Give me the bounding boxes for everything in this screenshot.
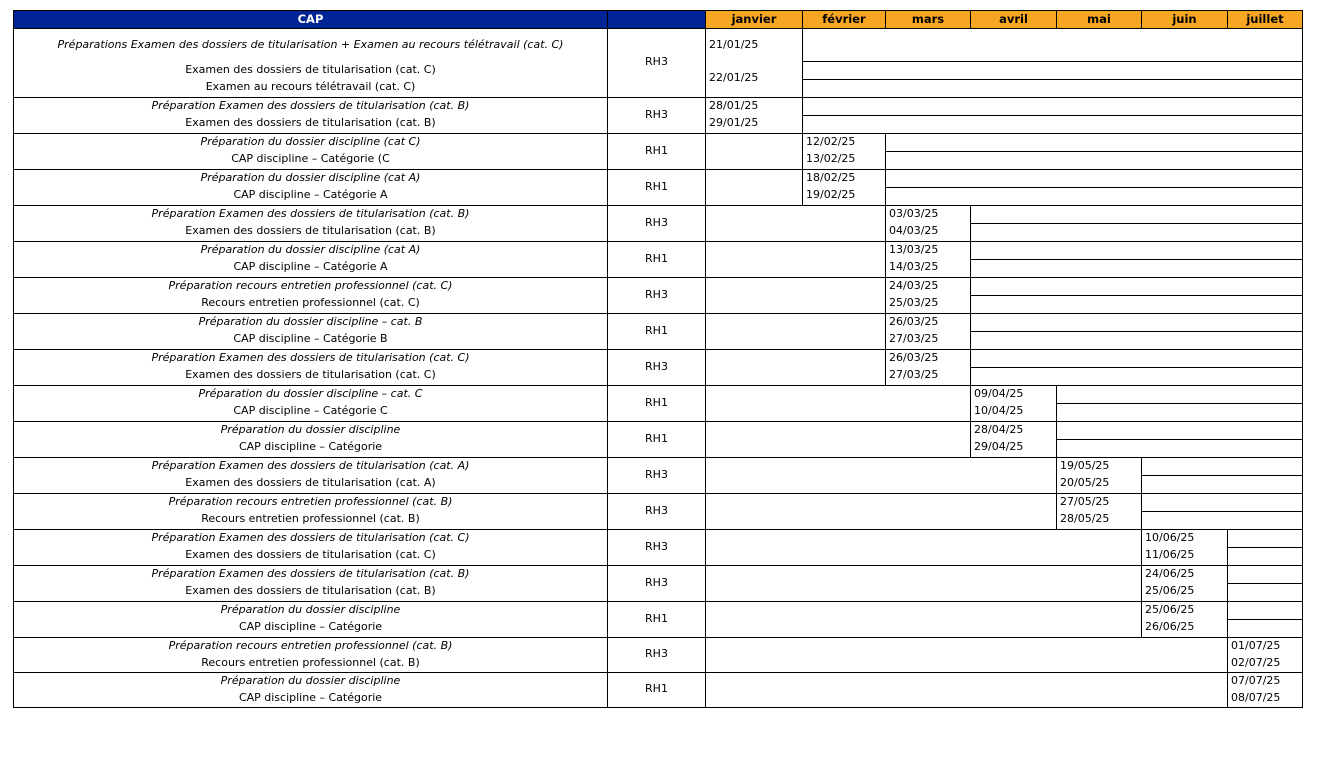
meeting-label: CAP discipline – Catégorie xyxy=(14,439,608,457)
preparation-label: Préparations Examen des dossiers de titularisation + Examen au recours télétravail (cat. C) xyxy=(14,29,608,62)
empty-cell xyxy=(706,259,886,277)
table-header xyxy=(14,11,1303,29)
date-cell: 26/03/25 xyxy=(886,313,971,331)
empty-cell xyxy=(706,133,803,151)
empty-cell xyxy=(1228,583,1303,601)
meeting-label: Examen des dossiers de titularisation (cat. B) xyxy=(14,583,608,601)
date-cell: 01/07/25 xyxy=(1228,637,1303,655)
month-header: janvier xyxy=(706,11,803,29)
empty-cell xyxy=(706,493,1057,511)
empty-cell xyxy=(1228,529,1303,547)
service-code: RH3 xyxy=(608,457,706,493)
empty-cell xyxy=(706,349,886,367)
service-code: RH1 xyxy=(608,241,706,277)
empty-cell xyxy=(706,690,1228,708)
date-cell: 24/03/25 xyxy=(886,277,971,295)
preparation-label: Préparation recours entretien professionnel (cat. C) xyxy=(14,277,608,295)
date-cell: 20/05/25 xyxy=(1057,475,1142,493)
date-cell: 25/03/25 xyxy=(886,295,971,313)
empty-cell xyxy=(971,313,1303,331)
date-cell: 11/06/25 xyxy=(1142,547,1228,565)
service-code: RH3 xyxy=(608,565,706,601)
schedule-row xyxy=(14,97,1303,115)
empty-cell xyxy=(971,295,1303,313)
date-cell: 25/06/25 xyxy=(1142,583,1228,601)
empty-cell xyxy=(886,151,1303,169)
meeting-label: CAP discipline – Catégorie B xyxy=(14,331,608,349)
preparation-label: Préparation du dossier discipline (cat A) xyxy=(14,169,608,187)
preparation-label: Préparation recours entretien professionnel (cat. B) xyxy=(14,493,608,511)
date-cell: 27/05/25 xyxy=(1057,493,1142,511)
meeting-label: Examen des dossiers de titularisation (cat. A) xyxy=(14,475,608,493)
date-cell: 10/04/25 xyxy=(971,403,1057,421)
preparation-label: Préparation du dossier discipline – cat. C xyxy=(14,385,608,403)
schedule-row xyxy=(14,29,1303,62)
preparation-label: Préparation du dossier discipline xyxy=(14,672,608,690)
service-code: RH3 xyxy=(608,29,706,98)
preparation-label: Préparation recours entretien professionnel (cat. B) xyxy=(14,637,608,655)
date-cell: 28/04/25 xyxy=(971,421,1057,439)
empty-cell xyxy=(971,277,1303,295)
empty-cell xyxy=(803,61,1303,79)
service-code: RH1 xyxy=(608,313,706,349)
empty-cell xyxy=(1142,493,1303,511)
empty-cell xyxy=(706,313,886,331)
empty-cell xyxy=(706,583,1142,601)
cap-schedule-table xyxy=(13,10,1303,708)
empty-cell xyxy=(1057,439,1303,457)
empty-cell xyxy=(706,619,1142,637)
date-cell: 29/04/25 xyxy=(971,439,1057,457)
schedule-row xyxy=(14,241,1303,259)
date-cell: 25/06/25 xyxy=(1142,601,1228,619)
preparation-label: Préparation Examen des dossiers de titularisation (cat. C) xyxy=(14,349,608,367)
date-cell: 18/02/25 xyxy=(803,169,886,187)
empty-cell xyxy=(971,259,1303,277)
meeting-label: CAP discipline – Catégorie A xyxy=(14,259,608,277)
empty-cell xyxy=(971,205,1303,223)
service-code: RH1 xyxy=(608,601,706,637)
schedule-row xyxy=(14,421,1303,439)
empty-cell xyxy=(706,277,886,295)
date-cell: 13/02/25 xyxy=(803,151,886,169)
month-header: juin xyxy=(1142,11,1228,29)
date-cell: 04/03/25 xyxy=(886,223,971,241)
preparation-label: Préparation Examen des dossiers de titularisation (cat. A) xyxy=(14,457,608,475)
service-code: RH3 xyxy=(608,493,706,529)
date-cell: 19/05/25 xyxy=(1057,457,1142,475)
date-cell: 07/07/25 xyxy=(1228,672,1303,690)
empty-cell xyxy=(1142,511,1303,529)
empty-cell xyxy=(706,331,886,349)
empty-cell xyxy=(706,439,971,457)
schedule-row xyxy=(14,169,1303,187)
empty-cell xyxy=(1228,619,1303,637)
empty-cell xyxy=(1142,475,1303,493)
date-cell: 03/03/25 xyxy=(886,205,971,223)
preparation-label: Préparation Examen des dossiers de titularisation (cat. B) xyxy=(14,205,608,223)
header-row xyxy=(14,11,1303,29)
empty-cell xyxy=(706,421,971,439)
empty-cell xyxy=(971,349,1303,367)
empty-cell xyxy=(706,529,1142,547)
meeting-label: CAP discipline – Catégorie xyxy=(14,619,608,637)
schedule-row xyxy=(14,133,1303,151)
month-header: avril xyxy=(971,11,1057,29)
month-header: février xyxy=(803,11,886,29)
preparation-label: Préparation Examen des dossiers de titularisation (cat. B) xyxy=(14,97,608,115)
empty-cell xyxy=(971,241,1303,259)
date-cell: 28/01/25 xyxy=(706,97,803,115)
empty-cell xyxy=(706,601,1142,619)
service-code: RH1 xyxy=(608,421,706,457)
schedule-row xyxy=(14,205,1303,223)
meeting-label: CAP discipline – Catégorie C xyxy=(14,403,608,421)
month-header: juillet xyxy=(1228,11,1303,29)
service-code: RH3 xyxy=(608,97,706,133)
meeting-label: CAP discipline – Catégorie xyxy=(14,690,608,708)
date-cell: 27/03/25 xyxy=(886,367,971,385)
service-code: RH1 xyxy=(608,672,706,707)
meeting-label: Examen des dossiers de titularisation (cat. B) xyxy=(14,223,608,241)
empty-cell xyxy=(706,655,1228,673)
empty-cell xyxy=(1228,565,1303,583)
service-code: RH1 xyxy=(608,385,706,421)
service-code: RH3 xyxy=(608,529,706,565)
date-cell: 26/03/25 xyxy=(886,349,971,367)
date-cell: 29/01/25 xyxy=(706,115,803,133)
empty-cell xyxy=(971,367,1303,385)
schedule-row xyxy=(14,672,1303,690)
empty-cell xyxy=(706,511,1057,529)
empty-cell xyxy=(706,223,886,241)
service-code: RH3 xyxy=(608,277,706,313)
schedule-row xyxy=(14,457,1303,475)
empty-cell xyxy=(971,331,1303,349)
empty-cell xyxy=(706,169,803,187)
service-code: RH3 xyxy=(608,637,706,672)
preparation-label: Préparation du dossier discipline xyxy=(14,601,608,619)
empty-cell xyxy=(971,223,1303,241)
table-body xyxy=(14,29,1303,708)
preparation-label: Préparation du dossier discipline – cat. B xyxy=(14,313,608,331)
month-header: mai xyxy=(1057,11,1142,29)
empty-cell xyxy=(803,115,1303,133)
meeting-label: Recours entretien professionnel (cat. B) xyxy=(14,511,608,529)
meeting-label: CAP discipline – Catégorie A xyxy=(14,187,608,205)
group-column-header xyxy=(608,11,706,29)
date-cell: 12/02/25 xyxy=(803,133,886,151)
schedule-row xyxy=(14,601,1303,619)
date-cell: 02/07/25 xyxy=(1228,655,1303,673)
date-cell: 19/02/25 xyxy=(803,187,886,205)
preparation-label: Préparation du dossier discipline xyxy=(14,421,608,439)
empty-cell xyxy=(803,79,1303,97)
empty-cell xyxy=(706,403,971,421)
empty-cell xyxy=(1142,457,1303,475)
empty-cell xyxy=(803,97,1303,115)
date-cell: 28/05/25 xyxy=(1057,511,1142,529)
empty-cell xyxy=(706,367,886,385)
empty-cell xyxy=(706,205,886,223)
date-cell: 13/03/25 xyxy=(886,241,971,259)
date-cell: 08/07/25 xyxy=(1228,690,1303,708)
preparation-label: Préparation Examen des dossiers de titularisation (cat. C) xyxy=(14,529,608,547)
date-cell: 24/06/25 xyxy=(1142,565,1228,583)
schedule-row xyxy=(14,349,1303,367)
service-code: RH1 xyxy=(608,169,706,205)
service-code: RH1 xyxy=(608,133,706,169)
empty-cell xyxy=(706,385,971,403)
date-cell: 14/03/25 xyxy=(886,259,971,277)
empty-cell xyxy=(706,457,1057,475)
empty-cell xyxy=(706,295,886,313)
date-cell: 22/01/25 xyxy=(706,61,803,97)
meeting-label: Recours entretien professionnel (cat. C) xyxy=(14,295,608,313)
empty-cell xyxy=(886,187,1303,205)
empty-cell xyxy=(706,672,1228,690)
meeting-label: Examen des dossiers de titularisation (cat. C) xyxy=(14,547,608,565)
empty-cell xyxy=(886,133,1303,151)
meeting-label: Recours entretien professionnel (cat. B) xyxy=(14,655,608,673)
empty-cell xyxy=(706,241,886,259)
date-cell: 09/04/25 xyxy=(971,385,1057,403)
schedule-row xyxy=(14,385,1303,403)
meeting-label: Examen des dossiers de titularisation (cat. B) xyxy=(14,115,608,133)
schedule-row xyxy=(14,529,1303,547)
service-code: RH3 xyxy=(608,205,706,241)
empty-cell xyxy=(1057,403,1303,421)
empty-cell xyxy=(706,547,1142,565)
preparation-label: Préparation du dossier discipline (cat A) xyxy=(14,241,608,259)
meeting-label: CAP discipline – Catégorie (C xyxy=(14,151,608,169)
service-code: RH3 xyxy=(608,349,706,385)
preparation-label: Préparation Examen des dossiers de titularisation (cat. B) xyxy=(14,565,608,583)
empty-cell xyxy=(1057,421,1303,439)
schedule-row xyxy=(14,493,1303,511)
empty-cell xyxy=(803,29,1303,62)
empty-cell xyxy=(706,565,1142,583)
date-cell: 26/06/25 xyxy=(1142,619,1228,637)
preparation-label: Préparation du dossier discipline (cat C) xyxy=(14,133,608,151)
date-cell: 27/03/25 xyxy=(886,331,971,349)
empty-cell xyxy=(1228,601,1303,619)
meeting-label: Examen au recours télétravail (cat. C) xyxy=(14,79,608,97)
meeting-label: Examen des dossiers de titularisation (cat. C) xyxy=(14,367,608,385)
schedule-row xyxy=(14,277,1303,295)
empty-cell xyxy=(706,475,1057,493)
meeting-label: Examen des dossiers de titularisation (cat. C) xyxy=(14,61,608,79)
month-header: mars xyxy=(886,11,971,29)
schedule-row xyxy=(14,313,1303,331)
empty-cell xyxy=(1228,547,1303,565)
empty-cell xyxy=(706,151,803,169)
table-title: CAP xyxy=(14,11,608,29)
schedule-row xyxy=(14,565,1303,583)
empty-cell xyxy=(706,637,1228,655)
date-cell: 10/06/25 xyxy=(1142,529,1228,547)
empty-cell xyxy=(886,169,1303,187)
empty-cell xyxy=(1057,385,1303,403)
empty-cell xyxy=(706,187,803,205)
date-cell: 21/01/25 xyxy=(706,29,803,62)
schedule-row xyxy=(14,637,1303,655)
